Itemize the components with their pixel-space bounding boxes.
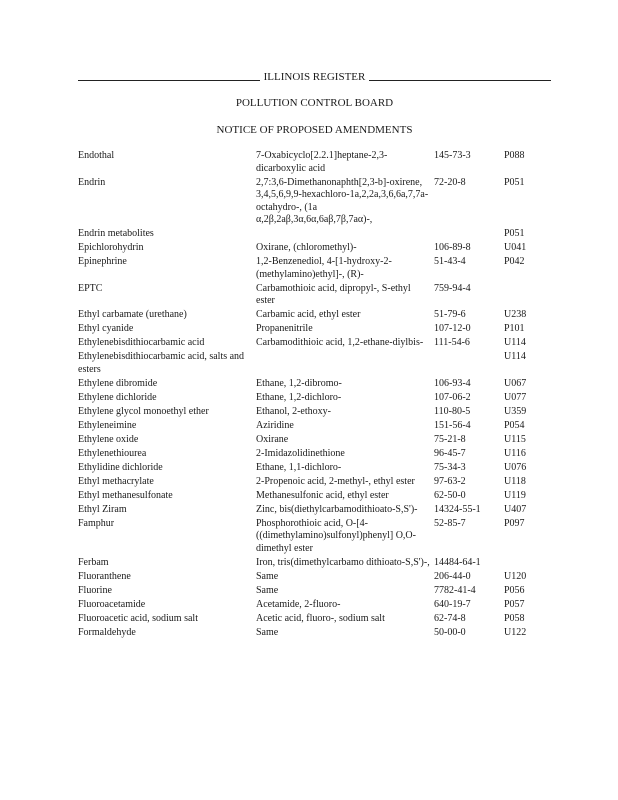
cas-number (434, 351, 504, 376)
cas-number: 75-21-8 (434, 433, 466, 445)
chemical-synonym: Same (256, 626, 279, 638)
table-row (78, 177, 558, 227)
cas-number: 14324-55-1 (434, 503, 481, 515)
table-row (78, 150, 558, 175)
chemical-synonym: Ethane, 1,2-dibromo- (256, 377, 342, 389)
waste-code: P051 (504, 176, 525, 188)
table-row (78, 378, 558, 391)
substance-name: Fluorine (78, 584, 112, 596)
substance-name: Fluoranthene (78, 570, 131, 582)
waste-code: P097 (504, 517, 525, 529)
cas-number: 51-79-6 (434, 309, 466, 320)
waste-code: U359 (504, 405, 527, 417)
cas-number: 110-80-5 (434, 405, 471, 417)
cas-number: 62-74-8 (434, 612, 466, 624)
chemical-synonym: 2-Propenoic acid, 2-methyl-, ethyl ester (256, 475, 415, 487)
cas-number: 62-50-0 (434, 489, 466, 501)
substance-name: Ethyl carbamate (urethane) (78, 309, 187, 320)
cas-number: 106-89-8 (434, 242, 471, 253)
waste-code: U238 (504, 309, 527, 320)
table-row (78, 406, 558, 419)
chemical-synonym: Carbamic acid, ethyl ester (256, 309, 361, 320)
chemical-synonym: Zinc, bis(diethylcarbamodithioato-S,S')- (256, 503, 418, 515)
cas-number: 97-63-2 (434, 475, 466, 487)
table-row (78, 420, 558, 433)
chemical-synonym: Oxirane (256, 433, 289, 445)
chemical-synonym: 7-Oxabicyclo[2.2.1]heptane-2,3-dicarboxylic acid (256, 150, 388, 174)
cas-number: 151-56-4 (434, 419, 471, 431)
chemical-synonym: 2-Imidazolidinethione (256, 447, 345, 459)
hazardous-substance-table (78, 150, 558, 641)
table-row (78, 613, 558, 626)
table-row (78, 504, 558, 517)
cas-number: 145-73-3 (434, 150, 471, 161)
chemical-synonym (256, 228, 434, 241)
waste-code: U115 (504, 433, 526, 445)
table-row (78, 351, 558, 376)
substance-name: Ethylene dichloride (78, 391, 157, 403)
cas-number: 50-00-0 (434, 626, 466, 638)
waste-code: P054 (504, 419, 525, 431)
table-row (78, 434, 558, 447)
chemical-synonym (256, 351, 434, 376)
waste-code: P058 (504, 612, 525, 624)
substance-name: Ethylidine dichloride (78, 461, 163, 473)
chemical-synonym: Methanesulfonic acid, ethyl ester (256, 489, 389, 501)
chemical-synonym: 1,2-Benzenediol, 4-[1-hydroxy-2-(methylamino)ethyl]-, (R)- (256, 256, 392, 280)
cas-number: 72-20-8 (434, 176, 466, 188)
substance-name: Ethylene glycol monoethyl ether (78, 405, 209, 417)
waste-code: U118 (504, 475, 526, 487)
substance-name: Ethylene oxide (78, 433, 139, 445)
cas-number: 7782-41-4 (434, 584, 476, 596)
waste-code: U407 (504, 503, 527, 515)
cas-number: 106-93-4 (434, 377, 471, 389)
table-row (78, 228, 558, 241)
chemical-synonym: 2,7:3,6-Dimethanonaphth[2,3-b]-oxirene, 3,4,5,6,9,9-hexachloro-1a,2,2a,3,6,6a,7,7a-octahydro-, (1a α,2β,2aβ,3α,6α,6aβ,7β,7aα)-, (256, 176, 429, 225)
waste-code: P057 (504, 598, 525, 610)
cas-number: 759-94-4 (434, 282, 471, 294)
table-row (78, 490, 558, 503)
chemical-synonym: Iron, tris(dimethylcarbamo dithioato-S,S')-, (256, 556, 430, 568)
chemical-synonym: Carbamothioic acid, dipropyl-, S-ethyl ester (256, 282, 411, 306)
waste-code: U076 (504, 461, 527, 473)
table-row (78, 256, 558, 281)
substance-name: Fluoroacetic acid, sodium salt (78, 612, 198, 624)
table-row (78, 599, 558, 612)
chemical-synonym: Carbamodithioic acid, 1,2-ethane-diylbis- (256, 337, 424, 348)
cas-number: 75-34-3 (434, 461, 466, 473)
register-title: ILLINOIS REGISTER (78, 71, 551, 84)
notice-title: NOTICE OF PROPOSED AMENDMENTS (216, 124, 413, 136)
table-row (78, 571, 558, 584)
cas-number: 107-06-2 (434, 391, 471, 403)
substance-name: Fluoroacetamide (78, 598, 146, 610)
waste-code: U119 (504, 489, 526, 501)
chemical-synonym: Acetamide, 2-fluoro- (256, 598, 341, 610)
table-row (78, 309, 558, 322)
table-row (78, 242, 558, 255)
table-row (78, 462, 558, 475)
substance-name: Ethylenebisdithiocarbamic acid (78, 337, 205, 348)
substance-name: Endrin metabolites (78, 228, 154, 239)
waste-code: U116 (504, 447, 526, 459)
chemical-synonym: Aziridine (256, 419, 294, 431)
substance-name: Ethylene dibromide (78, 377, 158, 389)
waste-code: U122 (504, 626, 527, 638)
substance-name: Formaldehyde (78, 626, 136, 638)
chemical-synonym: Same (256, 570, 279, 582)
table-row (78, 518, 558, 556)
substance-name: Endothal (78, 150, 115, 161)
waste-code: U114 (504, 337, 526, 348)
waste-code (504, 283, 554, 308)
waste-code (504, 557, 554, 570)
table-row (78, 448, 558, 461)
cas-number: 52-85-7 (434, 517, 466, 529)
waste-code: U067 (504, 377, 527, 389)
table-row (78, 476, 558, 489)
waste-code: P088 (504, 150, 525, 161)
substance-name: EPTC (78, 282, 103, 294)
substance-name: Ethyl Ziram (78, 503, 127, 515)
table-row (78, 337, 558, 350)
substance-name: Ethyl cyanide (78, 323, 134, 334)
chemical-synonym: Oxirane, (chloromethyl)- (256, 242, 357, 253)
chemical-synonym: Ethane, 1,1-dichloro- (256, 461, 342, 473)
substance-name: Epichlorohydrin (78, 242, 144, 253)
cas-number: 107-12-0 (434, 323, 471, 334)
waste-code: U077 (504, 391, 527, 403)
substance-name: Ethyl methacrylate (78, 475, 154, 487)
chemical-synonym: Same (256, 584, 279, 596)
cas-number (434, 228, 504, 241)
chemical-synonym: Phosphorothioic acid, O-[4-((dimethylamino)sulfonyl)phenyl] O,O-dimethyl ester (256, 517, 416, 554)
substance-name: Famphur (78, 517, 115, 529)
table-row (78, 392, 558, 405)
waste-code: P042 (504, 256, 525, 267)
waste-code: U120 (504, 570, 527, 582)
substance-name: Ethyl methanesulfonate (78, 489, 173, 501)
waste-code: U041 (504, 242, 527, 253)
chemical-synonym: Ethanol, 2-ethoxy- (256, 405, 331, 417)
waste-code: P101 (504, 323, 525, 334)
substance-name: Epinephrine (78, 256, 127, 267)
table-row (78, 283, 558, 308)
waste-code: P051 (504, 228, 525, 239)
waste-code: P056 (504, 584, 525, 596)
table-row (78, 585, 558, 598)
board-title: POLLUTION CONTROL BOARD (235, 97, 394, 109)
cas-number: 96-45-7 (434, 447, 466, 459)
cas-number: 51-43-4 (434, 256, 466, 267)
cas-number: 206-44-0 (434, 570, 471, 582)
chemical-synonym: Acetic acid, fluoro-, sodium salt (256, 612, 385, 624)
chemical-synonym: Ethane, 1,2-dichloro- (256, 391, 342, 403)
substance-name: Endrin (78, 176, 106, 188)
cas-number: 14484-64-1 (434, 556, 481, 568)
chemical-synonym: Propanenitrile (256, 323, 313, 334)
substance-name: Ethylenethiourea (78, 447, 147, 459)
table-row (78, 627, 558, 640)
cas-number: 640-19-7 (434, 598, 471, 610)
waste-code: U114 (504, 351, 526, 362)
substance-name: Ferbam (78, 556, 109, 568)
substance-name: Ethyleneimine (78, 419, 137, 431)
substance-name: Ethylenebisdithiocarbamic acid, salts and esters (78, 351, 245, 375)
table-row (78, 323, 558, 336)
cas-number: 111-54-6 (434, 337, 470, 348)
table-row (78, 557, 558, 570)
